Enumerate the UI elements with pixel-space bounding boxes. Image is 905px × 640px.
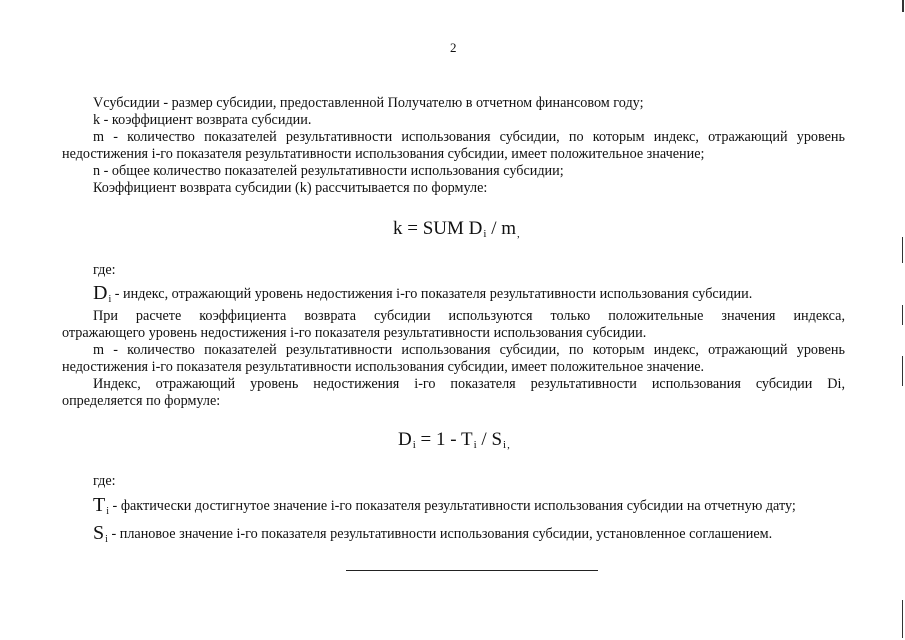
scan-mark-mid-1 — [902, 237, 903, 263]
scan-mark-mid-2 — [902, 305, 903, 325]
line-k-formula-intro: Коэффициент возврата субсидии (k) рассчитывается по формуле: — [93, 180, 488, 196]
footnote-rule — [346, 570, 598, 571]
page-number: 2 — [450, 40, 457, 55]
line-n-def: n - общее количество показателей результативности использования субсидии; — [93, 163, 564, 179]
para2-line-3: m - количество показателей результативности использования субсидии, по которым индекс, отражающий уровень — [93, 342, 845, 358]
where-label-1: где: — [93, 262, 116, 278]
para2-line-2: отражающего уровень недостижения i-го показателя результативности использования субсидии. — [62, 325, 647, 341]
where-label-2: где: — [93, 473, 116, 489]
di-definition: $D_i$ - индекс, отражающий уровень недостижения i-го показателя результативности использования субсидии. — [93, 282, 753, 305]
line-k-def: k - коэффициент возврата субсидии. — [93, 112, 312, 128]
scan-mark-top — [902, 0, 904, 12]
line-m-def-1: m - количество показателей результативности использования субсидии, по которым индекс, отражающий уровень — [93, 129, 845, 145]
para2-line-4: недостижения i-го показателя результативности использования субсидии, имеет положительное значение. — [62, 359, 705, 375]
line-m-def-2: недостижения i-го показателя результативности использования субсидии, имеет положительное значение; — [62, 146, 705, 162]
scan-mark-mid-3 — [902, 356, 903, 386]
scan-mark-bottom — [902, 600, 903, 638]
si-symbol: $S_i$ — [93, 522, 108, 545]
para2-line-5: Индекс, отражающий уровень недостижения i-го показателя результативности использования субсидии Di, — [93, 376, 845, 392]
line-vsubsidy: Vсубсидии - размер субсидии, предоставленной Получателю в отчетном финансовом году; — [93, 95, 644, 111]
formula-k: k = SUM $D_i / m_,$ — [393, 218, 520, 240]
di-symbol: $D_i$ — [93, 282, 112, 305]
ti-definition: $T_i$ - фактически достигнутое значение i-го показателя результативности использования субсидии на отчетную дату; — [93, 494, 796, 517]
para2-line-1: При расчете коэффициента возврата субсидии используются только положительные значения индекса, — [93, 308, 845, 324]
para2-line-6: определяется по формуле: — [62, 393, 221, 409]
formula-di: $D_i = 1 - T_i / S_{i,}$ — [398, 429, 510, 451]
ti-symbol: $T_i$ — [93, 494, 109, 517]
si-definition: $S_i$ - плановое значение i-го показателя результативности использования субсидии, установленное соглашением. — [93, 522, 773, 545]
